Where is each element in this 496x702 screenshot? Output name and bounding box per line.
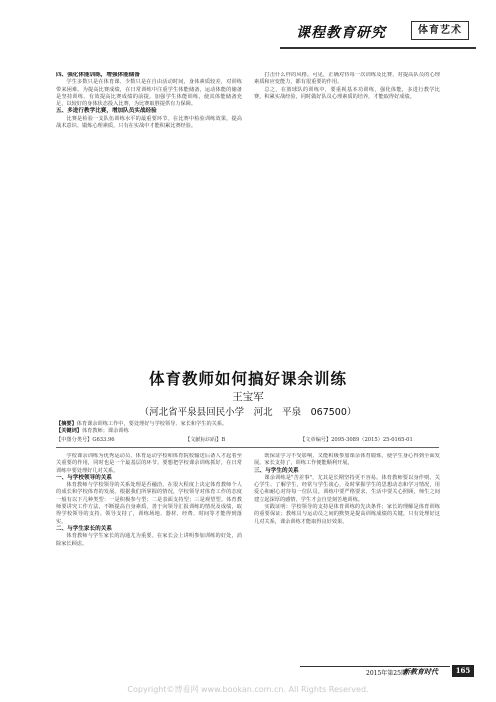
meta-divider	[56, 447, 439, 448]
section-heading: 三、与学生的关系	[254, 467, 299, 474]
article-title: 体育教师如何搞好课余训练	[148, 370, 347, 388]
page-number: 165	[452, 665, 474, 677]
document-code: 【文献标识码】B	[185, 437, 226, 443]
section-heading: 一、与学校领导的关系	[56, 474, 112, 481]
paragraph: 实践证明：学校领导的支持是体育训练的先决条件；家长的理解是体育训练的重要保证；教练员与运动员之间的默契是提高训练成绩的关键。只有处理好这几对关系，课余训练才能取得良好效果。	[254, 504, 440, 525]
issue-label: 2015年第25期	[366, 670, 407, 677]
journal-name: 课程教育研究	[296, 25, 386, 41]
header-rule	[280, 47, 476, 49]
prev-article-left-column	[56, 72, 242, 352]
paragraph: 既保证学习不受影响，又能积极参加课余体育锻炼，使学生身心得到全面发展。家长支持了，训练工作便能顺利开展。	[254, 453, 440, 467]
paragraph: 课余训练是"苦差事"，尤其是长期坚持更不容易。体育教师要以身作则、关心学生、了解学生，经常与学生谈心，及时掌握学生的思想动态和学习情况，用爱心和耐心对待每一位队员。训练中要严格要求，生活中要关心照顾，师生之间建立起深厚的感情，学生才会自觉刻苦地训练。	[254, 474, 440, 503]
section-heading: 五、多进行教学比赛，增加队员实战经验	[56, 108, 157, 115]
paragraph: 学生多数只是在体育课、少数只是在自由活动时间，身体素质较差，对训练带来困难。为提高比赛成绩，在日常训练中注重学生体能储备，运动体能的储备是坚持训练、有效提高比赛成绩的前提。加强学生体能训练，使其体能储备充足，以较好的身体状态投入比赛，为比赛取胜提供有力保障。	[56, 79, 242, 108]
section-heading: 二、与学生家长的关系	[56, 525, 112, 532]
body-left-column	[56, 453, 242, 661]
paragraph: 学校课余训练为优秀运动员、体育运动学校和体育院校输送后备人才起着至关重要的作用，同时也是一个最基层的环节。要想把学校课余训练抓好，在日常训练中要处理好几对关系。	[56, 453, 242, 474]
article-number: 【文章编号】2095-3089（2015）25-0165-01	[300, 437, 413, 443]
prev-article-right-column	[254, 72, 440, 352]
section-heading: 四、强化体能训练，增强体能储备	[56, 72, 140, 78]
paragraph: 打击什么样的风格。可见，正确对待每一次训练及比赛，对提高队员的心理素质和应变能力，都有很重要的作用。	[254, 72, 440, 86]
section-tag: 体育艺术	[411, 21, 469, 40]
paragraph: 比赛是检验一支队伍训练水平的最重要环节。在比赛中检验训练效果，提高战术意识、锻炼心理素质，只有在实战中才能积累比赛经验。	[56, 115, 242, 130]
paragraph: 体育教师与学生家长的沟通尤为重要。在家长会上讲明参加训练的好处，消除家长顾虑。	[56, 533, 242, 547]
paragraph: 总之，在篮球队的训练中，要重视基本功训练，强化体能，多进行教学比赛，积累实战经验，同时做好队员心理素质的培养，才能取得好成绩。	[254, 86, 440, 100]
footer-journal-name: 新教育时代	[403, 667, 438, 676]
abstract-text: 体育课余训练工作中，要处理好与学校领导、家长和学生的关系。	[76, 421, 228, 427]
paragraph: 体育教师与学校领导的关系处理是否融洽，在很大程度上决定体育教师个人的成长和学校体育的发展。根据我们所掌握的情况，学校领导对体育工作的态度一般有以下几种类型：一是积极参与型；二是表面支持型；三是观望型。体育教师要讲究工作方法，不断提高自身素质，善于向领导汇报训练的情况及成绩，取得学校领导的支持。领导支持了，训练场地、器材、经费、时间等才能得到落实。	[56, 482, 242, 525]
journal-header	[0, 0, 496, 60]
keywords-label: 【关键词】	[56, 428, 82, 435]
body-right-column	[254, 453, 440, 661]
author-affiliation: （河北省平泉县回民小学 河北 平泉 067500）	[139, 407, 357, 418]
abstract-label: 【摘要】	[56, 421, 77, 427]
abstract-block	[56, 421, 439, 436]
article-author: 王宝军	[232, 391, 264, 403]
keywords-text: 体育教师；课余训练	[81, 428, 129, 435]
copyright-watermark: Copyright©博看网 www.bookan.com.cn. All Rights Reserved.	[127, 685, 369, 694]
clc-number: 【中图分类号】G633.96	[56, 437, 115, 443]
